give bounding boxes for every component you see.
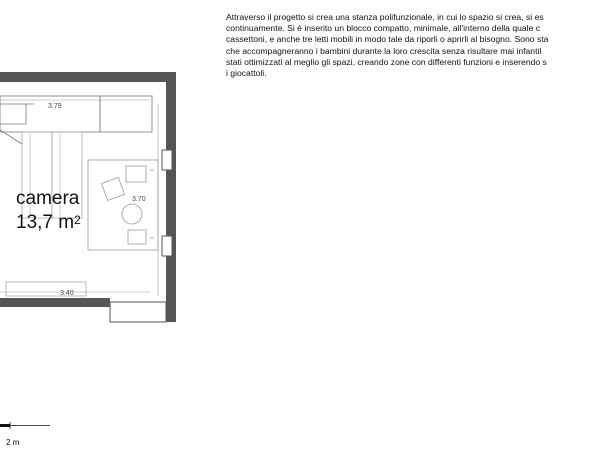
dimension-bottom: 3.40: [60, 290, 74, 297]
play-area: [88, 160, 158, 250]
room-area-value: 13,7 m: [16, 212, 75, 233]
description-line: i giocattoli.: [226, 68, 267, 79]
wall-bottom: [0, 298, 110, 307]
door-opening: [110, 302, 166, 322]
window-upper: [162, 150, 172, 170]
description-line: cassettoni, e anche tre letti mobili in modo tale da riporli o aprirli al bisogno. Sono sta: [226, 34, 549, 45]
description-line: continuamente. Si è inserito un blocco compatto, minimale, all'interno della quale c: [226, 23, 541, 34]
dimension-right: 3.70: [132, 196, 146, 203]
scale-label: 2 m: [6, 438, 20, 447]
window-lower: [162, 236, 172, 256]
room-area-exponent: 2: [74, 213, 81, 227]
wall-right: [166, 72, 176, 322]
description-line: Attraverso il progetto si crea una stanza polifunzionale, in cui lo spazio si crea, si es: [226, 12, 544, 22]
description-line: stati ottimizzati al meglio gli spazi, creando zone con differenti funzioni e inserendo s: [226, 56, 547, 67]
project-description: [226, 12, 600, 92]
room-area: [16, 212, 81, 234]
wall-top: [0, 72, 176, 82]
dimension-top: 3.79: [48, 103, 62, 110]
room-name: camera: [16, 188, 80, 209]
description-line: che accompagneranno i bambini durante la loro crescita senza risultare mai infantil: [226, 45, 542, 56]
bottom-furniture: [6, 282, 86, 296]
scale-bar: [0, 422, 50, 429]
